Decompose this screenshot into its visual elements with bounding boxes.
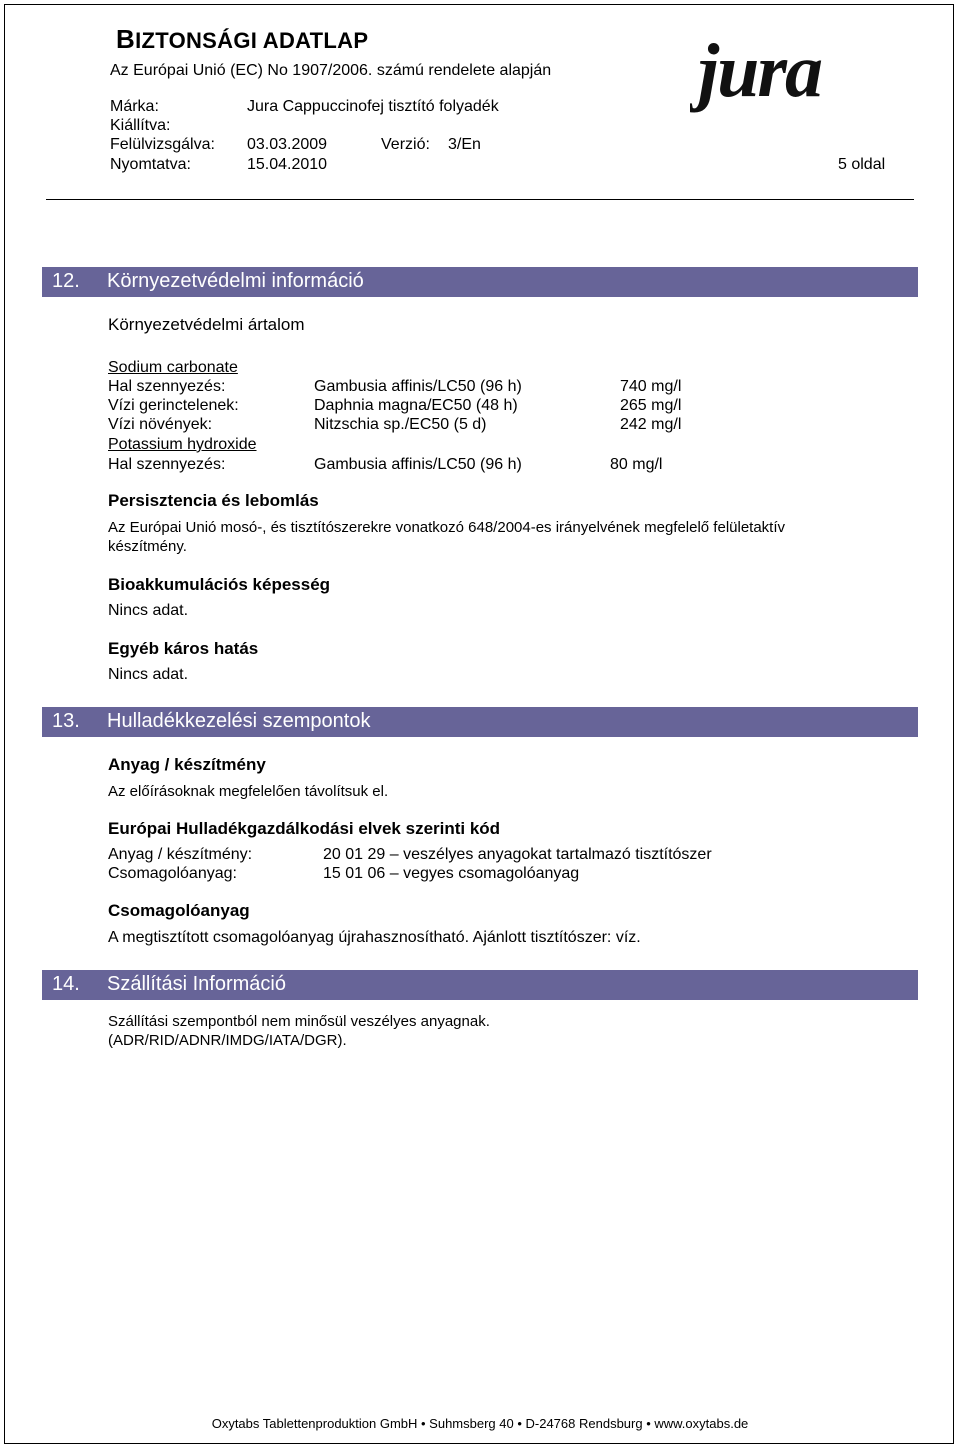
section-12-number: 12.: [52, 270, 80, 292]
plant-toxicity-value: 242 mg/l: [620, 416, 682, 433]
invertebrate-toxicity-label: Vízi gerinctelenek:: [108, 397, 239, 414]
fish-toxicity-label: Hal szennyezés:: [108, 378, 226, 395]
section-12-header: [42, 267, 918, 297]
waste-code-label-packaging: Csomagolóanyag:: [108, 865, 237, 882]
jura-logo: [690, 30, 912, 120]
other-effects-text: Nincs adat.: [108, 666, 189, 683]
plant-toxicity-test: Nitzschia sp./EC50 (5 d): [314, 416, 487, 433]
issued-label: Kiállítva:: [110, 117, 171, 134]
jura-logo-text: jura: [698, 30, 821, 113]
invertebrate-toxicity-value: 265 mg/l: [620, 397, 682, 414]
transport-text-line2: (ADR/RID/ADNR/IMDG/IATA/DGR).: [108, 1032, 347, 1049]
persistence-text-line2: készítmény.: [108, 538, 187, 555]
version-label: Verzió:: [381, 136, 430, 153]
substance-sodium-carbonate: Sodium carbonate: [108, 359, 238, 376]
section-13-title: Hulladékkezelési szempontok: [107, 710, 371, 732]
waste-code-heading: Európai Hulladékgazdálkodási elvek szerinti kód: [108, 819, 501, 838]
packaging-text: A megtisztított csomagolóanyag újrahasznosítható. Ajánlott tisztítószer: víz.: [108, 929, 641, 946]
bioaccumulation-heading: Bioakkumulációs képesség: [108, 575, 331, 594]
other-effects-heading: Egyéb káros hatás: [108, 639, 259, 658]
fish-toxicity-test: Gambusia affinis/LC50 (96 h): [314, 378, 522, 395]
bioaccumulation-text: Nincs adat.: [108, 602, 189, 619]
revised-label: Felülvizsgálva:: [110, 136, 215, 153]
transport-text-line1: Szállítási szempontból nem minősül veszélyes anyagnak.: [108, 1013, 490, 1030]
persistence-heading: Persisztencia és lebomlás: [108, 491, 319, 510]
section-14-header: [42, 970, 918, 1000]
material-heading: Anyag / készítmény: [108, 755, 266, 774]
header-divider: [46, 199, 914, 200]
waste-code-value-material: 20 01 29 – veszélyes anyagokat tartalmazó tisztítószer: [323, 846, 712, 863]
packaging-heading: Csomagolóanyag: [108, 901, 250, 920]
koh-fish-toxicity-test: Gambusia affinis/LC50 (96 h): [314, 456, 522, 473]
invertebrate-toxicity-test: Daphnia magna/EC50 (48 h): [314, 397, 518, 414]
regulation-subtitle: Az Európai Unió (EC) No 1907/2006. számú rendelete alapján: [110, 62, 552, 79]
koh-fish-toxicity-value: 80 mg/l: [610, 456, 663, 473]
section-14-number: 14.: [52, 973, 80, 995]
koh-fish-toxicity-label: Hal szennyezés:: [108, 456, 226, 473]
brand-label: Márka:: [110, 98, 159, 115]
version-value: 3/En: [448, 136, 481, 153]
section-13-number: 13.: [52, 710, 80, 732]
footer-company-info: Oxytabs Tablettenproduktion GmbH • Suhmsberg 40 • D-24768 Rendsburg • www.oxytabs.de: [211, 1416, 749, 1431]
substance-potassium-hydroxide: Potassium hydroxide: [108, 436, 257, 453]
document-title: BIZTONSÁGI ADATLAP: [116, 24, 369, 54]
plant-toxicity-label: Vízi növények:: [108, 416, 213, 433]
waste-code-value-packaging: 15 01 06 – vegyes csomagolóanyag: [323, 865, 580, 882]
revised-date: 03.03.2009: [247, 136, 328, 153]
persistence-text-line1: Az Európai Unió mosó-, és tisztítószerekre vonatkozó 648/2004-es irányelvének megfelelő felületaktív: [108, 519, 786, 536]
material-text: Az előírásoknak megfelelően távolítsuk el.: [108, 783, 389, 800]
fish-toxicity-value: 740 mg/l: [620, 378, 682, 395]
printed-date: 15.04.2010: [247, 156, 328, 173]
brand-value: Jura Cappuccinofej tisztító folyadék: [247, 98, 499, 115]
section-12-title: Környezetvédelmi információ: [107, 270, 364, 292]
printed-label: Nyomtatva:: [110, 156, 191, 173]
waste-code-label-material: Anyag / készítmény:: [108, 846, 253, 863]
page-number: 5 oldal: [838, 156, 886, 173]
section-13-header: [42, 707, 918, 737]
env-hazard-heading: Környezetvédelmi ártalom: [108, 315, 305, 334]
section-14-title: Szállítási Információ: [107, 973, 286, 995]
